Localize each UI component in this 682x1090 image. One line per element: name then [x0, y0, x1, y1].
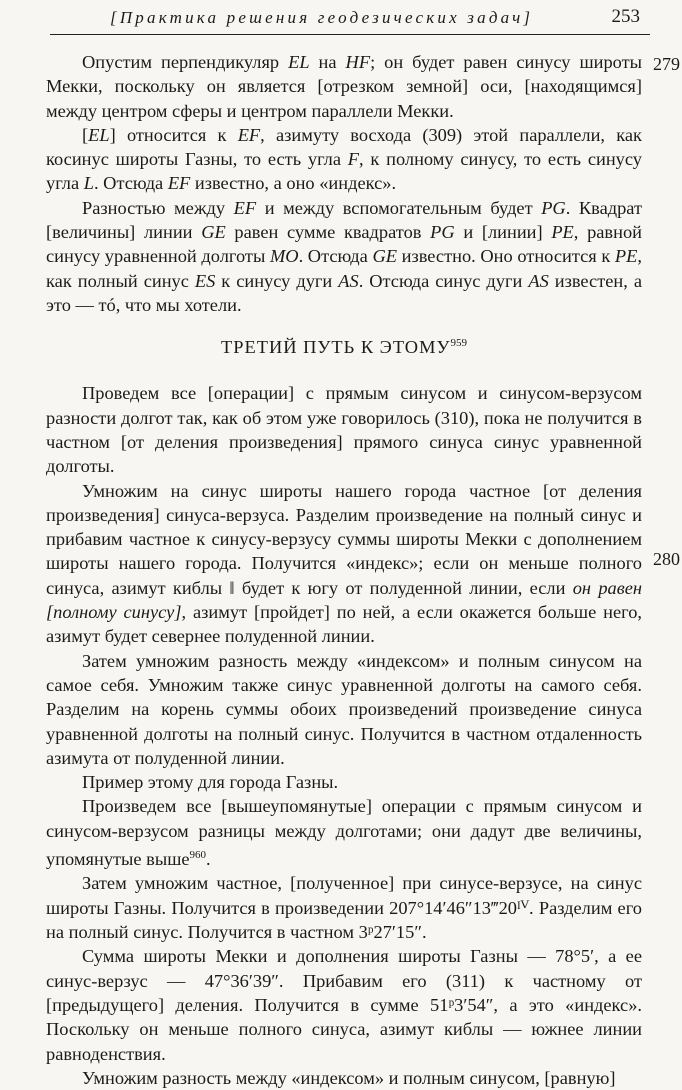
paragraph: Опустим перпендикуляр EL на HF; он будет равен синусу широты Мекки, поскольку он является [отрезком земной] оси, [находящимся] между центром сферы и центром параллели Мекки.: [46, 52, 642, 121]
paragraph: Проведем все [операции] с прямым синусом и синусом-верзусом разности долгот так, как об этом уже говорилось (310), пока не получится в частном [от деления произведения] прямого синуса синус уравненной долготы.: [46, 383, 642, 477]
footnote-marker: 959: [450, 337, 467, 350]
paragraph: Затем умножим частное, [полученное] при синусе-верзусе, на синус широты Газны. Получится в произведении 207°14′46″13‴20ᴵⱽ. Разделим его на полный синус. Получится в частном 3ᵖ27′15″.: [46, 873, 642, 943]
page-header: [50, 4, 650, 35]
paragraph: Разностью между EF и между вспомогательным будет PG. Квадрат [величины] линии GE равен сумме квадратов PG и [линии] PE, равной синусу уравненной долготы MO. Отсюда GE известно. Оно относится к PE, как полный синус ES к синусу дуги AS. Отсюда синус дуги AS известен, а это — тó, что мы хотели.: [46, 197, 643, 315]
paragraph: Умножим разность между «индексом» и полным синусом, [равную]: [82, 1067, 616, 1088]
paragraph: Сумма широты Мекки и дополнения широты Газны — 78°5′, а ее синус-верзус — 47°36′39″. Прибавим его (311) к частному от [предыдущего] деления. Получится в сумме 51ᵖ3′54″, а это «индекс». Поскольку он меньше полного синуса, азимут киблы — южнее линии равноденствия.: [46, 946, 642, 1064]
paragraph: Затем умножим разность между «индексом» и полным синусом на самое себя. Умножим также синус уравненной долготы на самого себя. Разделим на корень суммы обоих произведений произведение синуса уравненной долготы на полный синус. Получится в частном отдаленность азимута от полуденной линии.: [46, 650, 642, 768]
paragraph: [EL] относится к EF, азимуту восхода (309) этой параллели, как косинус широты Газны, то есть угла F, к полному синусу, то есть синусу угла L. Отсюда EF известно, а оно «индекс».: [46, 124, 642, 194]
paragraph: Произведем все [вышеупомянутые] операции с прямым синусом и синусом-верзусом разницы между долготами; они дадут две величины, упомянутые выше$^{960}$.: [46, 796, 642, 870]
page-body: [46, 50, 642, 1090]
running-title: [Практика решения геодезических задач]: [110, 8, 534, 27]
page-number: 253: [611, 6, 640, 27]
margin-number: 279: [653, 54, 680, 74]
section-title: ТРЕТИЙ ПУТЬ К ЭТОМУ$^{959}$: [221, 337, 467, 358]
paragraph: Пример этому для города Газны.: [82, 772, 339, 793]
footnote-marker: 960: [189, 849, 207, 862]
paragraph: Умножим на синус широты нашего города частное [от деления произведения] синуса-верзуса. Разделим произведение на полный синус и прибавим частное к синусу-верзусу суммы широты Мекки с дополнением широты нашего города. Получится «индекс»; если он меньше полного синуса, азимут киблы ‖ будет к югу от полуденной линии, если он равен [полному синусу], азимут [пройдет] по ней, а если окажется больше него, азимут будет севернее полуденной линии.: [46, 480, 643, 647]
margin-number: 280: [653, 549, 680, 569]
